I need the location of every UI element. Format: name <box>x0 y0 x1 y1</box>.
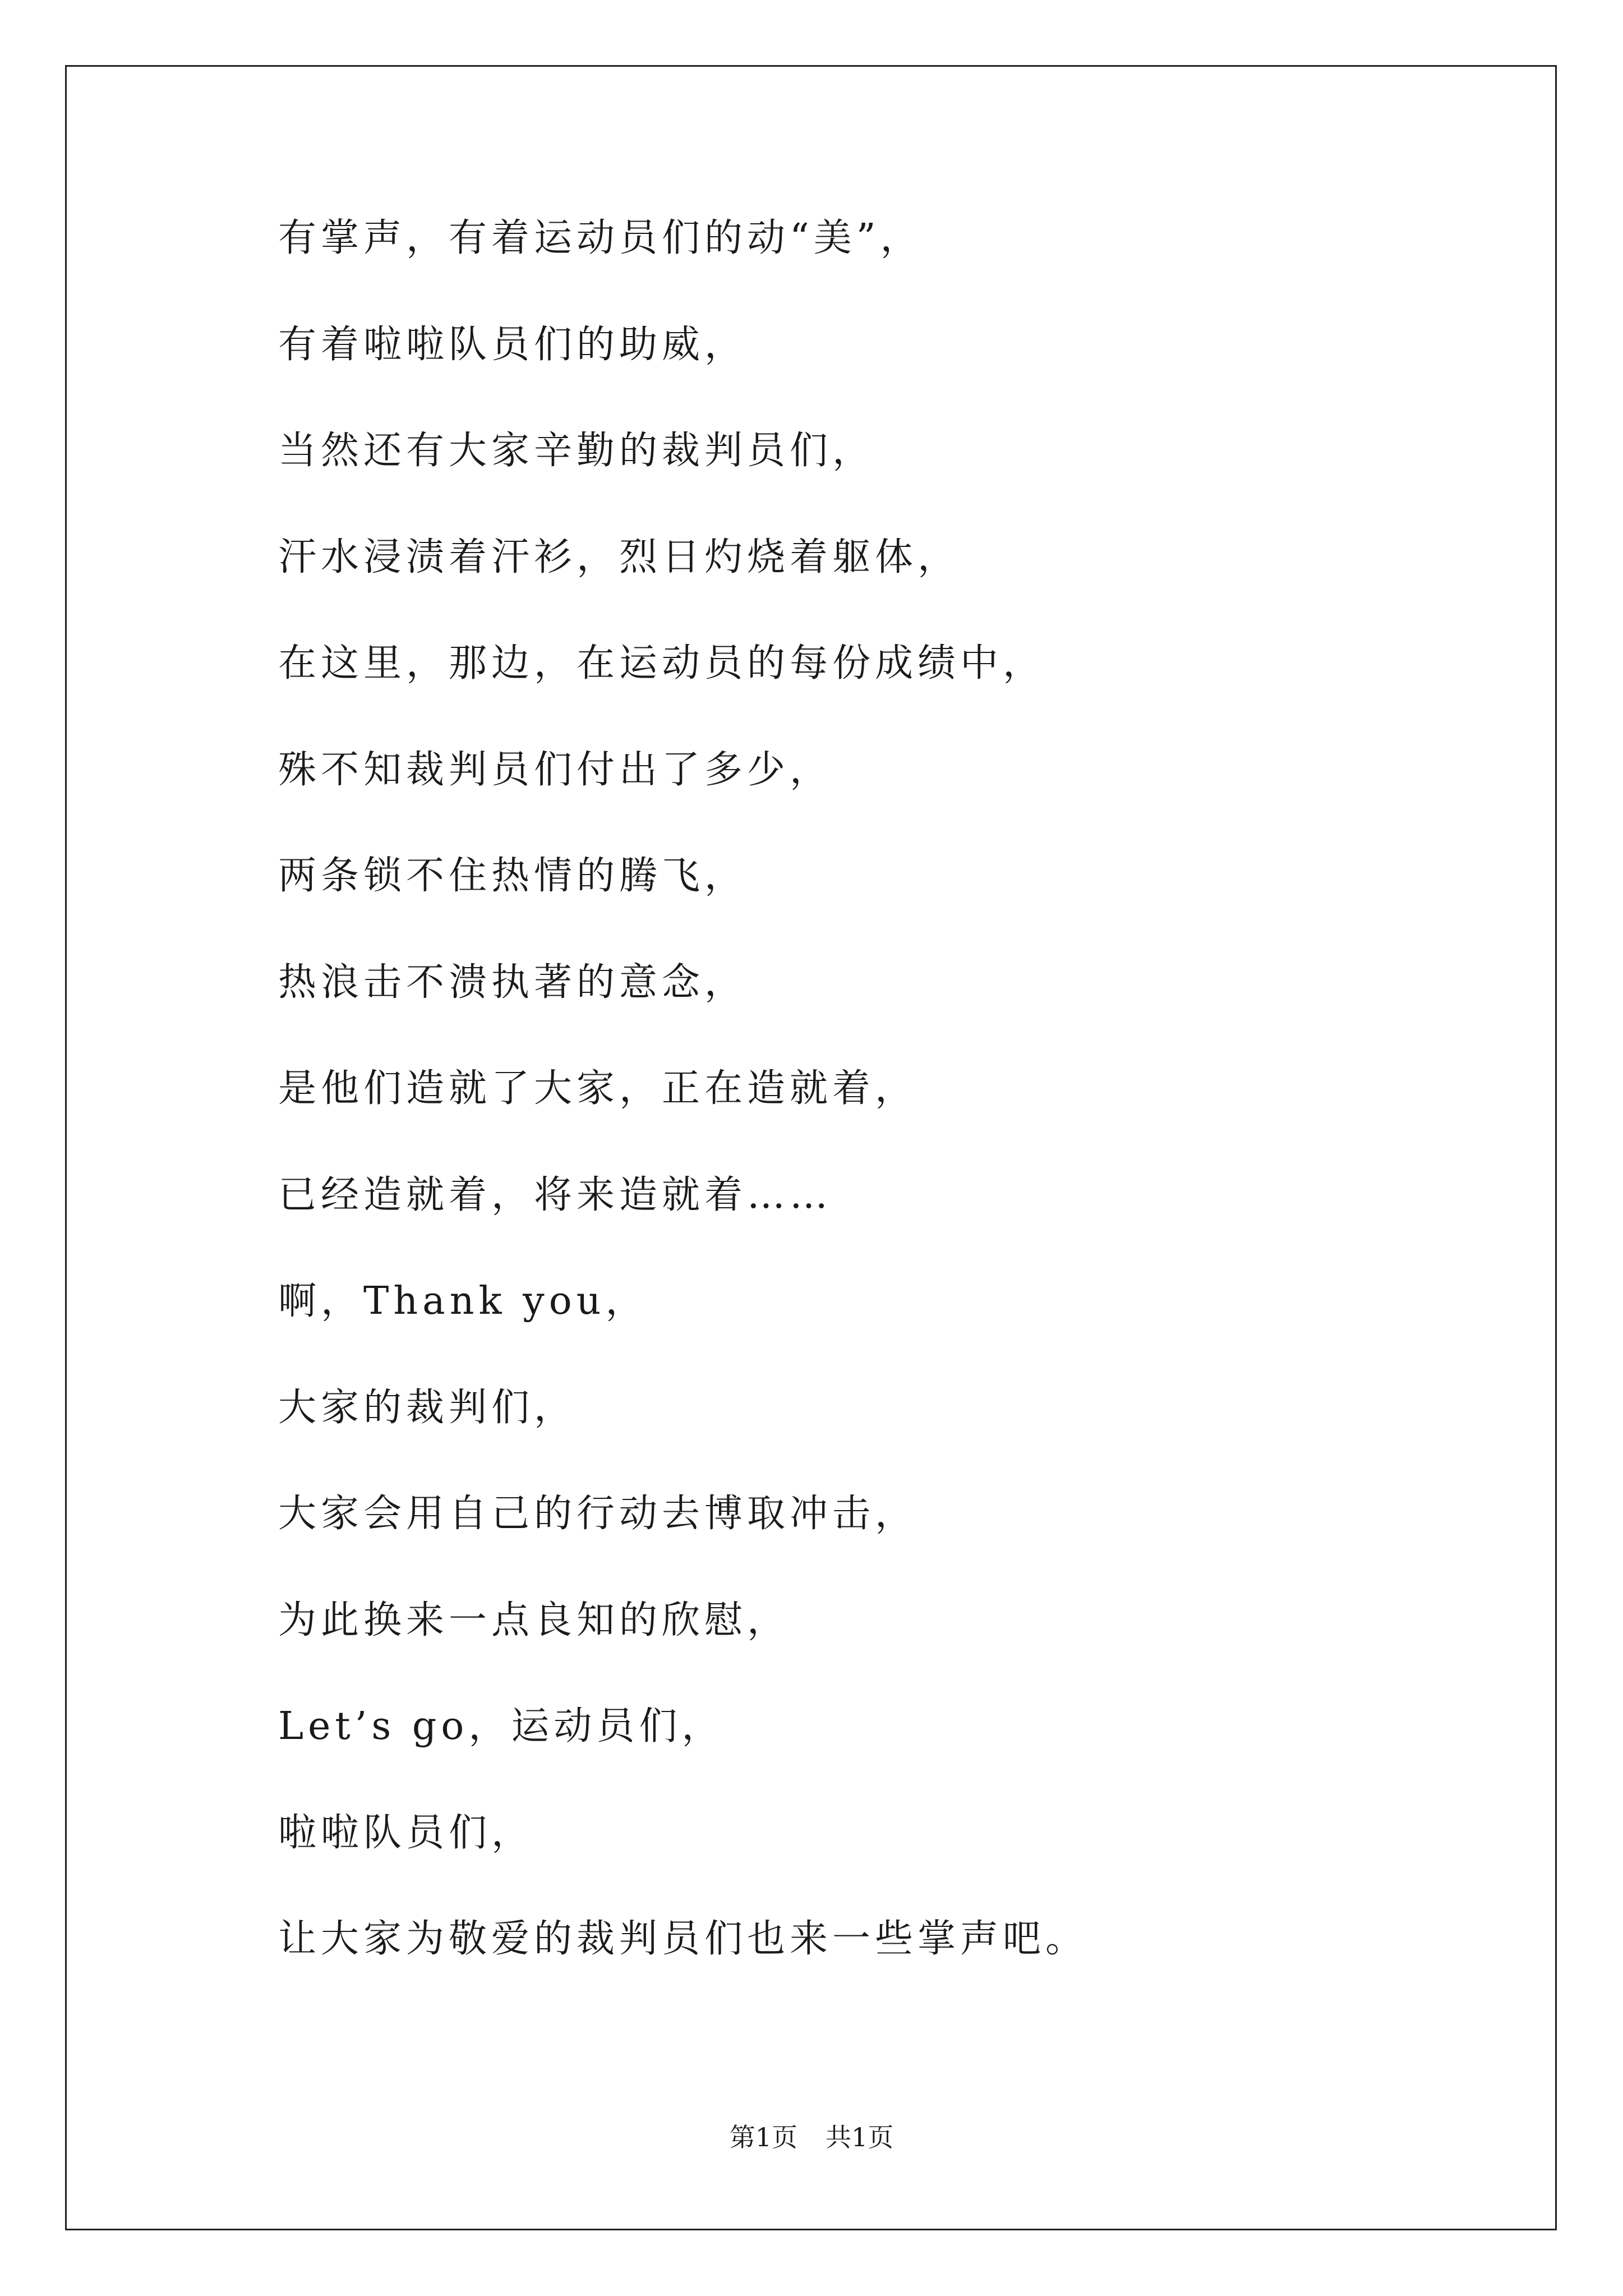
page-number-total: 共1页 <box>826 2122 894 2152</box>
poem-line: Let’s go，运动员们， <box>278 1704 725 1749</box>
page-number-current: 第1页 <box>729 2122 797 2152</box>
poem-line: 已经造就着，将来造就着…… <box>278 1172 833 1217</box>
poem-line: 是他们造就了大家，正在造就着， <box>278 1066 918 1111</box>
poem-line: 殊不知裁判员们付出了多少， <box>278 747 833 792</box>
poem-line: 热浪击不溃执著的意念， <box>278 960 748 1005</box>
poem-line: 在这里，那边，在运动员的每份成绩中， <box>278 641 1046 685</box>
poem-line: 啊，Thank you， <box>278 1279 648 1323</box>
poem-line: 有掌声，有着运动员们的动“美”， <box>278 216 923 260</box>
poem-line: 两条锁不住热情的腾飞， <box>278 854 748 898</box>
poem-line: 啦啦队员们， <box>278 1810 534 1855</box>
poem-line: 有着啦啦队员们的助威， <box>278 322 748 367</box>
poem-body <box>278 213 1456 2021</box>
poem-line: 大家的裁判们， <box>278 1385 577 1430</box>
poem-line: 让大家为敬爱的裁判员们也来一些掌声吧。 <box>278 1917 1089 1961</box>
page-footer <box>0 2120 1623 2154</box>
poem-line: 当然还有大家辛勤的裁判员们， <box>278 429 875 473</box>
poem-line: 大家会用自己的行动去博取冲击， <box>278 1492 918 1536</box>
poem-line: 汗水浸渍着汗衫，烈日灼烧着躯体， <box>278 535 961 579</box>
poem-line: 为此换来一点良知的欣慰， <box>278 1598 790 1642</box>
